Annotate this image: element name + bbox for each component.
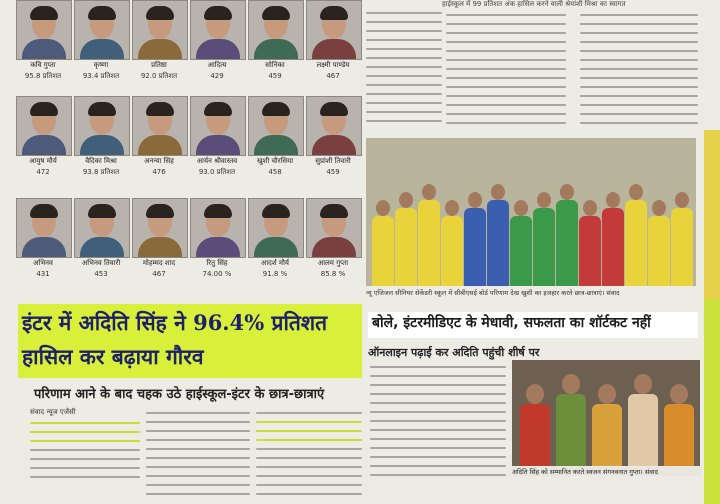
student-figure: [671, 192, 693, 286]
student-photo: [248, 0, 304, 60]
student-score: 93.0 प्रतिशत: [198, 168, 236, 176]
student-card: [246, 96, 304, 192]
right-subheadline: ऑनलाइन पढ़ाई कर अदिति पहुंची शीर्ष पर: [368, 346, 540, 359]
article-body-3: [256, 412, 362, 502]
student-name: कवि गुप्ता: [30, 61, 56, 69]
article-column-1: [366, 12, 442, 129]
person-figure: [664, 384, 694, 466]
student-card: [246, 0, 304, 96]
student-card: [72, 0, 130, 96]
student-figure: [533, 192, 555, 286]
student-photo: [74, 198, 130, 258]
article-column-3: [580, 14, 698, 131]
main-headline: इंटर में अदिति सिंह ने 96.4% प्रतिशत हासिल कर बढ़ाया गौरव: [22, 310, 328, 369]
student-card: [246, 198, 304, 294]
student-name: अनन्या सिंह: [144, 157, 174, 165]
student-photo: [132, 198, 188, 258]
article-column-2: [446, 14, 566, 131]
student-score: 467: [326, 72, 340, 80]
student-figure: [441, 200, 463, 286]
student-score: 93.8 प्रतिशत: [82, 168, 120, 176]
student-score: 74.00 %: [202, 270, 232, 278]
student-name: मोहम्मद शाद: [142, 259, 176, 267]
byline: संवाद न्यूज एजेंसी: [30, 408, 76, 416]
adjacent-page-edge: [704, 130, 720, 300]
student-card: [130, 96, 188, 192]
student-score: 476: [152, 168, 166, 176]
student-figure: [602, 192, 624, 286]
student-figure: [510, 200, 532, 286]
student-photo: [16, 96, 72, 156]
student-photo: [190, 96, 246, 156]
student-card: [130, 198, 188, 294]
student-figure: [487, 184, 509, 286]
student-card: [130, 0, 188, 96]
student-figure: [464, 192, 486, 286]
student-name: आर्यन श्रीवास्तव: [196, 157, 238, 165]
student-name: आदित्य: [207, 61, 227, 69]
student-figure: [418, 184, 440, 286]
person-figure: [592, 384, 622, 466]
sub-headline: परिणाम आने के बाद चहक उठे हाईस्कूल-इंटर के छात्र-छात्राएं: [34, 387, 325, 402]
student-figure: [395, 192, 417, 286]
student-card: [304, 0, 362, 96]
student-name: आलम गुप्ता: [317, 259, 349, 267]
student-score: 95.8 प्रतिशत: [24, 72, 62, 80]
student-photo: [248, 96, 304, 156]
student-name: कृष्णा: [93, 61, 109, 69]
student-photo: [306, 0, 362, 60]
student-card: [188, 198, 246, 294]
student-photo: [306, 198, 362, 258]
student-score: 431: [36, 270, 50, 278]
student-card: [72, 96, 130, 192]
top-caption: हाईस्कूल में 99 प्रतिशत अंक हासिल करने वाली श्रेयांशी मिश्रा का स्वागत: [442, 0, 626, 8]
student-card: [14, 198, 72, 294]
person-figure: [556, 374, 586, 466]
student-name: सोनिका: [265, 61, 285, 69]
student-photo: [16, 0, 72, 60]
student-photo: [190, 0, 246, 60]
student-card: [304, 198, 362, 294]
student-score: 458: [268, 168, 282, 176]
article-body-2: [146, 412, 250, 502]
student-score: 91.8 %: [262, 270, 288, 278]
right-headline: बोले, इंटरमीडिएट के मेधावी, सफलता का शॉर्टकट नहीं: [372, 315, 651, 331]
student-card: [188, 96, 246, 192]
article-body-1: [30, 422, 140, 485]
student-photo: [132, 0, 188, 60]
student-photo-grid: [14, 0, 360, 290]
student-card: [14, 0, 72, 96]
student-name: लक्ष्मी पाण्डेय: [316, 61, 350, 69]
student-card: [14, 96, 72, 192]
student-figure: [625, 184, 647, 286]
student-photo: [74, 96, 130, 156]
student-name: प्रतिष्ठा: [151, 61, 167, 69]
student-name: अभिनव: [33, 259, 53, 267]
right-article-body: [370, 366, 506, 483]
student-name: आदर्श मौर्य: [261, 259, 289, 267]
student-photo: [306, 96, 362, 156]
student-score: 85.8 %: [320, 270, 346, 278]
adjacent-page-edge-lower: [704, 300, 720, 504]
group-photo-caption: न्यू एजिजल सीनियर सेकेंडरी स्कूल में सीबीएसई बोर्ड परिणाम देख खुशी का इजहार करते छात्र-छात्राएं। संवाद: [366, 289, 620, 297]
student-card: [72, 198, 130, 294]
group-photo: [366, 138, 696, 286]
student-photo: [74, 0, 130, 60]
student-name: अभिनव तिवारी: [81, 259, 121, 267]
student-card: [304, 96, 362, 192]
student-name: रितु सिंह: [206, 259, 228, 267]
student-figure: [372, 200, 394, 286]
student-figure: [556, 184, 578, 286]
student-name: सुप्रांशी तिवारी: [315, 157, 351, 165]
student-score: 93.4 प्रतिशत: [82, 72, 120, 80]
student-score: 467: [152, 270, 166, 278]
student-score: 453: [94, 270, 108, 278]
student-score: 472: [36, 168, 50, 176]
award-photo-caption: अदिति सिंह को सम्मानित करते स्वजन संगनवनात गुप्ता। संवाद: [512, 467, 702, 476]
student-photo: [16, 198, 72, 258]
student-figure: [648, 200, 670, 286]
award-photo: [512, 360, 700, 466]
student-name: खुशी चौरसिया: [256, 157, 294, 165]
student-photo: [190, 198, 246, 258]
student-name: आयुष मौर्य: [29, 157, 57, 165]
person-figure: [520, 384, 550, 466]
student-photo: [248, 198, 304, 258]
student-score: 429: [210, 72, 224, 80]
student-photo: [132, 96, 188, 156]
student-card: [188, 0, 246, 96]
student-name: वैदिका मिश्रा: [85, 157, 117, 165]
person-figure: [628, 374, 658, 466]
student-figure: [579, 200, 601, 286]
student-score: 459: [268, 72, 282, 80]
student-score: 92.0 प्रतिशत: [140, 72, 178, 80]
student-score: 459: [326, 168, 340, 176]
